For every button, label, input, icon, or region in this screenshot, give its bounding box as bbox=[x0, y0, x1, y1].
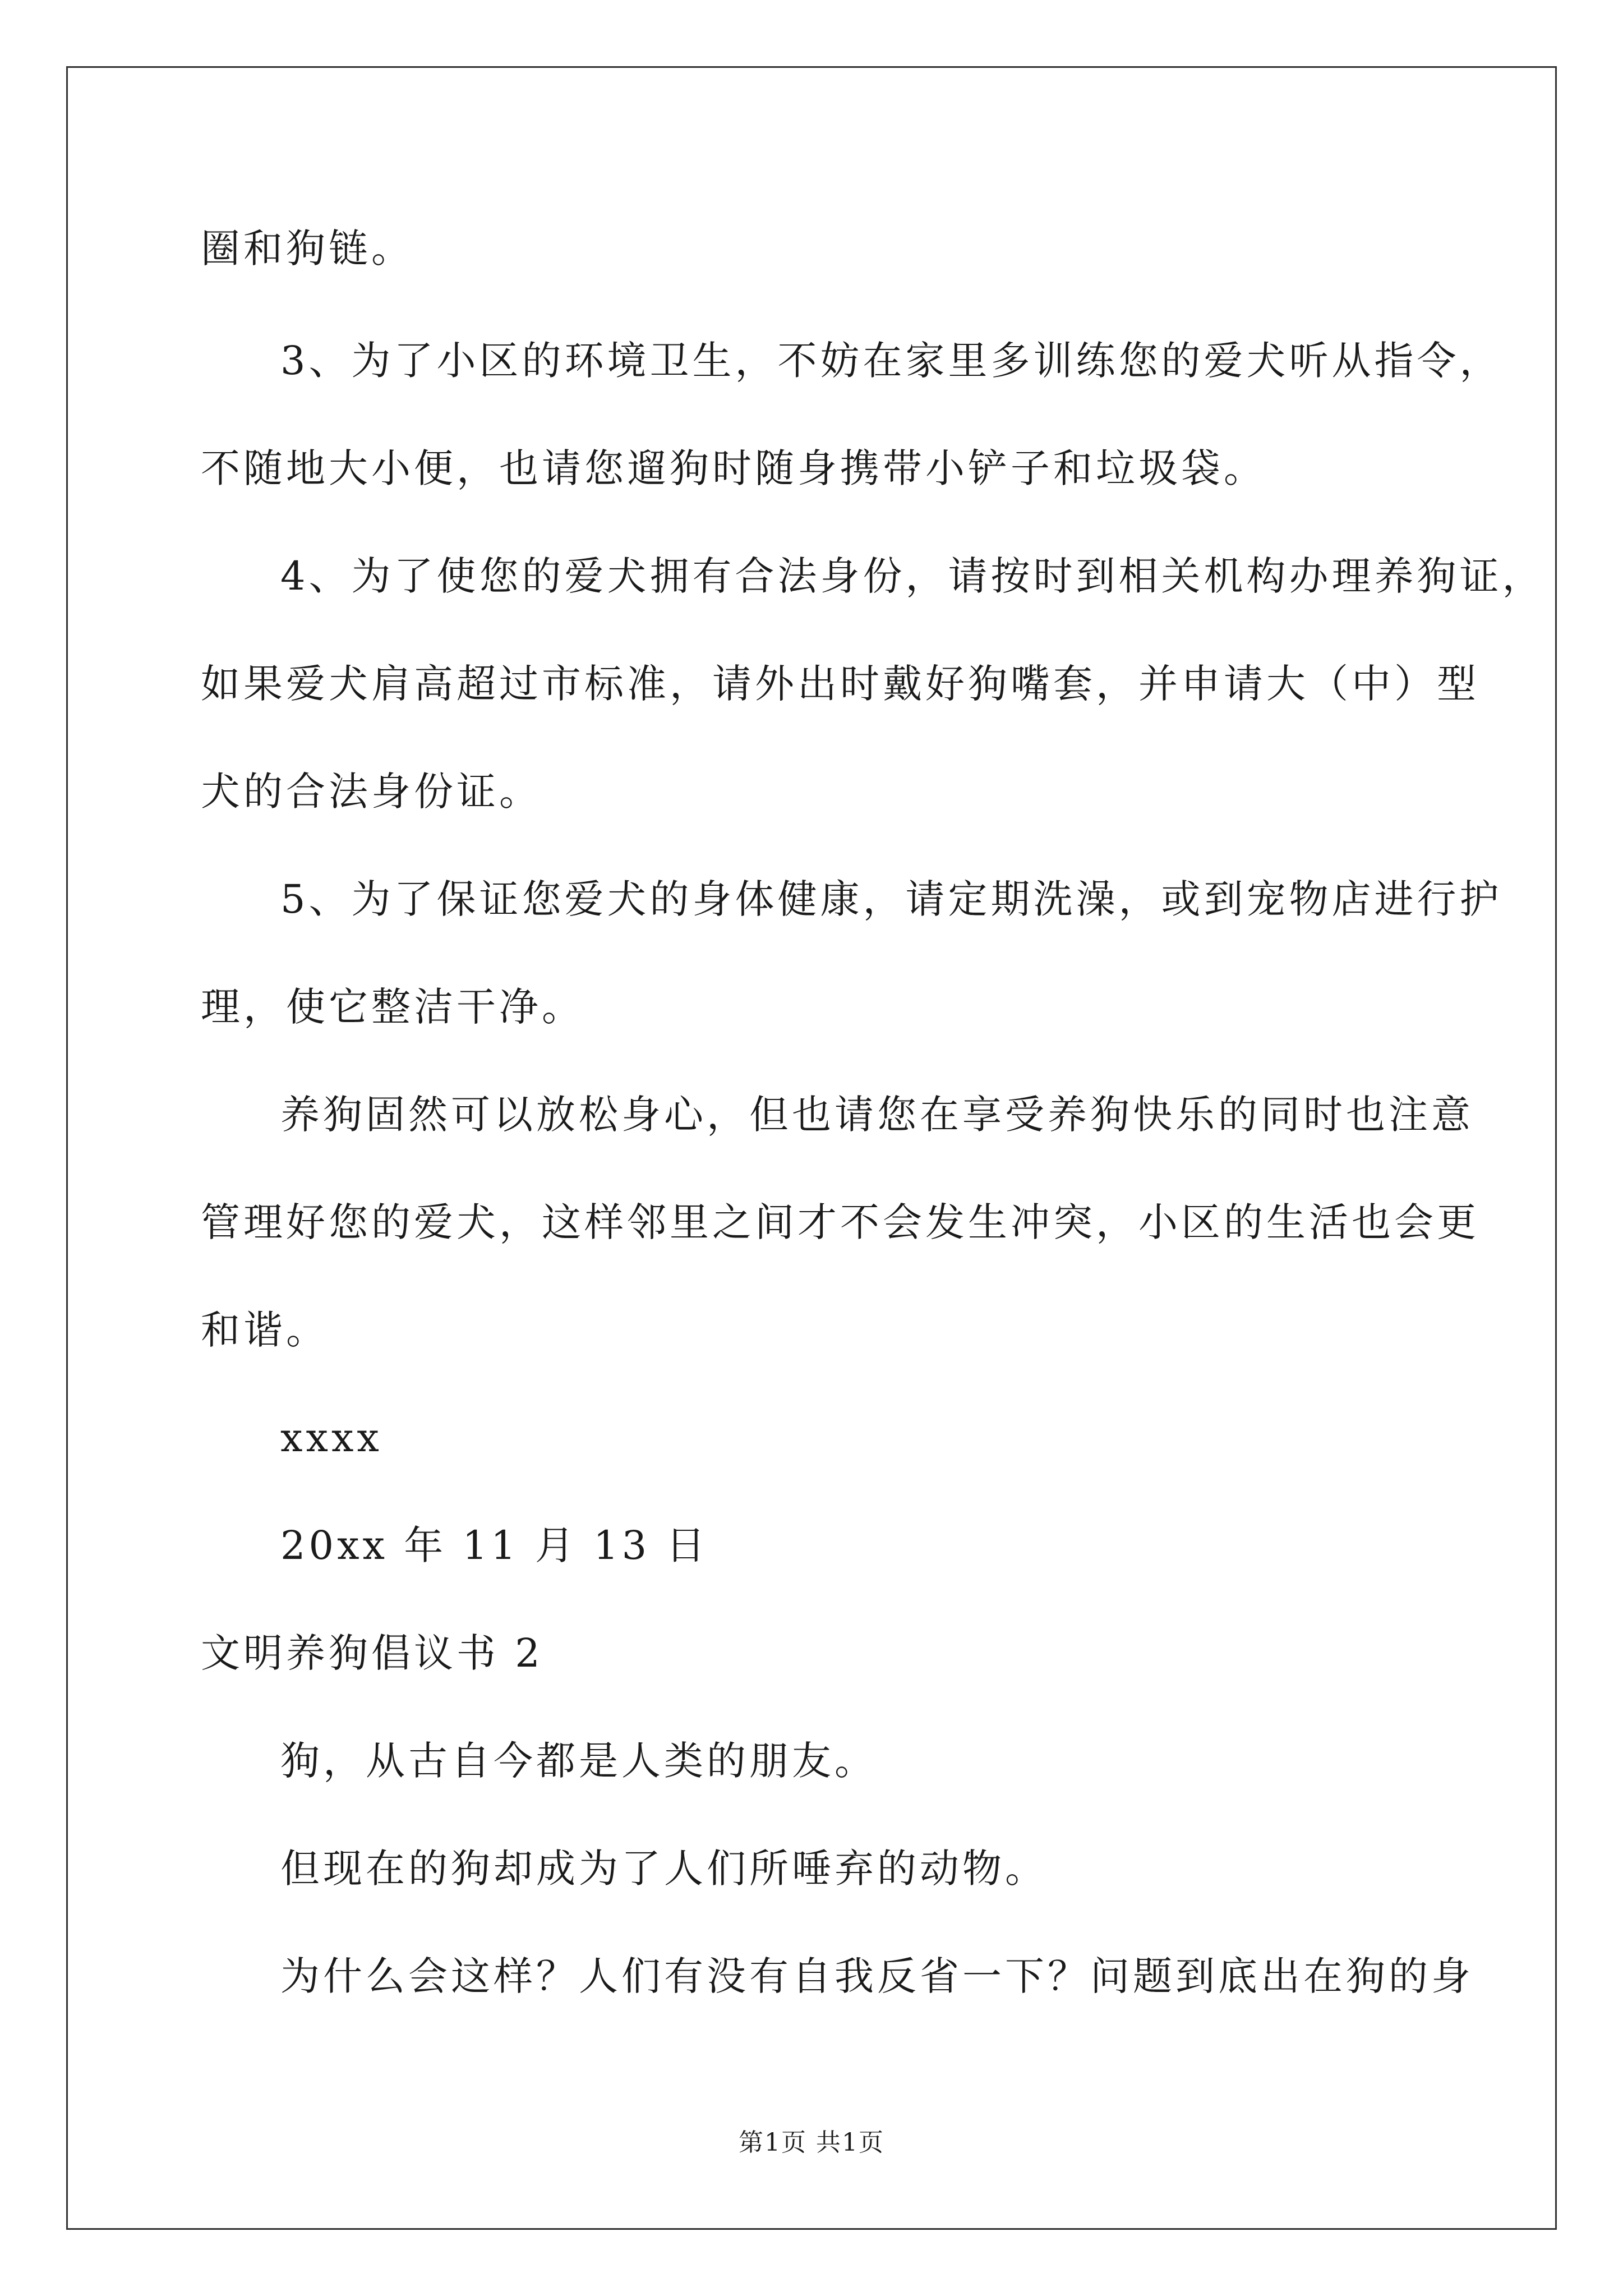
page-frame bbox=[66, 66, 1557, 2230]
text-line-9: 养狗固然可以放松身心，但也请您在享受养狗快乐的同时也注意 bbox=[280, 1092, 1474, 1138]
text-line-8: 理，使它整洁干净。 bbox=[201, 984, 584, 1030]
text-line-16: 但现在的狗却成为了人们所唾弃的动物。 bbox=[280, 1846, 1048, 1892]
text-line-7: 5、为了保证您爱犬的身体健康，请定期洗澡，或到宠物店进行护 bbox=[280, 876, 1502, 922]
text-line-15: 狗，从古自今都是人类的朋友。 bbox=[280, 1738, 877, 1784]
signature-line: xxxx bbox=[280, 1415, 382, 1461]
text-line-17: 为什么会这样？人们有没有自我反省一下？问题到底出在狗的身 bbox=[280, 1953, 1474, 1999]
page-footer: 第1页 共1页 bbox=[739, 2128, 884, 2157]
date-line: 20xx 年 11 月 13 日 bbox=[280, 1522, 709, 1568]
text-line-2: 3、为了小区的环境卫生，不妨在家里多训练您的爱犬听从指令， bbox=[280, 338, 1502, 384]
text-line-11: 和谐。 bbox=[201, 1307, 329, 1353]
text-line-1: 圈和狗链。 bbox=[201, 226, 414, 272]
text-line-3: 不随地大小便，也请您遛狗时随身携带小铲子和垃圾袋。 bbox=[201, 445, 1266, 491]
section-heading: 文明养狗倡议书 2 bbox=[201, 1630, 543, 1676]
text-line-4: 4、为了使您的爱犬拥有合法身份，请按时到相关机构办理养狗证， bbox=[280, 553, 1545, 599]
text-line-10: 管理好您的爱犬，这样邻里之间才不会发生冲突，小区的生活也会更 bbox=[201, 1199, 1479, 1245]
text-line-5: 如果爱犬肩高超过市标准，请外出时戴好狗嘴套，并申请大（中）型 bbox=[201, 661, 1479, 707]
text-line-6: 犬的合法身份证。 bbox=[201, 769, 542, 815]
